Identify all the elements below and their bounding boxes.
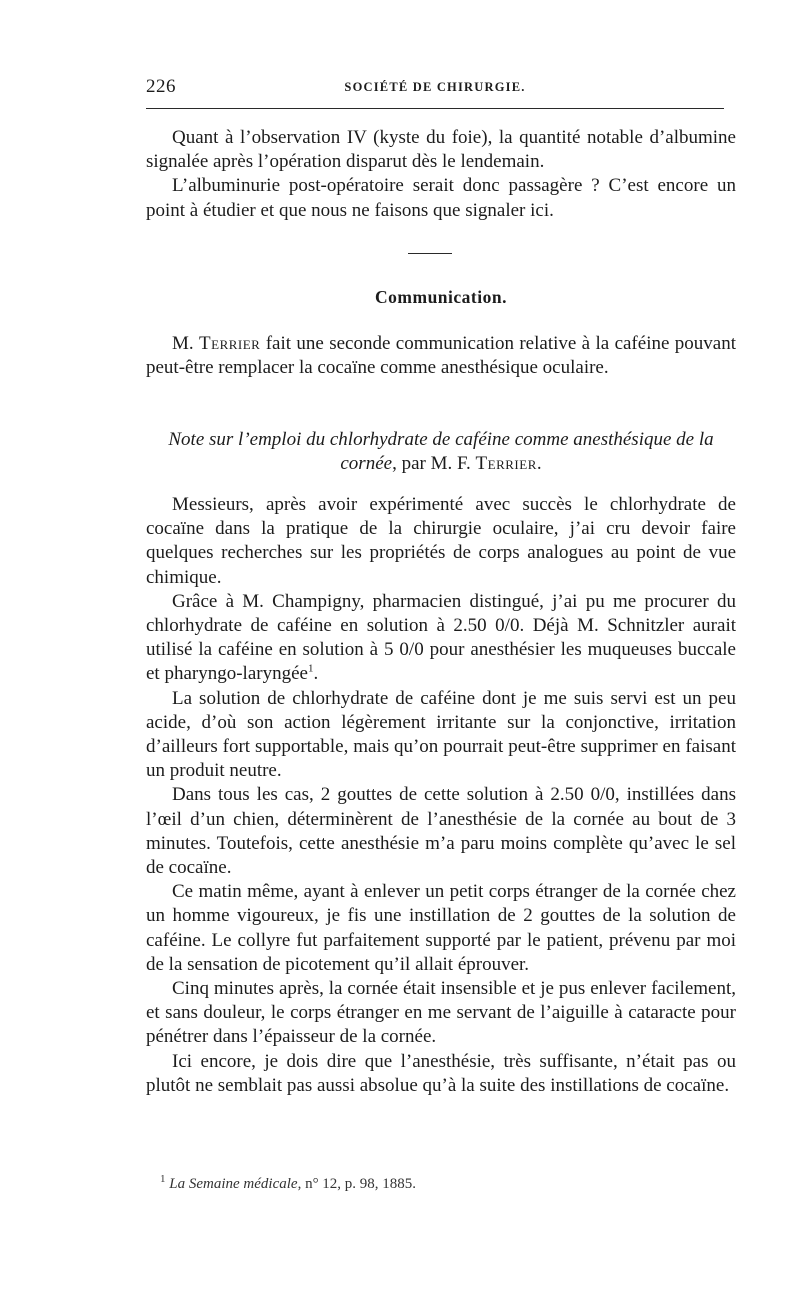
communication-text: fait une seconde communication relative à la caféine pouvant peut-être remplacer la cocaïne comme anesthésique oculaire. — [146, 333, 736, 379]
footnote-marker: 1 — [160, 1173, 166, 1185]
communication-paragraph — [146, 332, 736, 380]
note-body — [146, 493, 736, 1098]
footnote-journal: La Semaine médicale — [169, 1176, 298, 1192]
communication-block — [146, 332, 736, 380]
running-head: SOCIÉTÉ DE CHIRURGIE. — [344, 80, 526, 94]
note-title — [146, 428, 736, 476]
paragraph-6: Cinq minutes après, la cornée était insensible et je pus enlever facilement, et sans douleur, le corps étranger en me servant de l’aiguille à cataracte pour pénétrer dans l’épaisseur de la cornée. — [146, 978, 736, 1048]
paragraph-7: Ici encore, je dois dire que l’anesthésie, très suffisante, n’était pas ou plutôt ne semblait pas aussi absolue qu’à la suite des instillations de cocaïne. — [146, 1050, 736, 1096]
paragraph-2-end: . — [313, 663, 319, 685]
note-title-italic: Note sur l’emploi du chlorhydrate de caféine comme anesthésique de la cornée — [168, 429, 714, 475]
page-number: 226 — [146, 76, 176, 97]
intro-paragraph-2: L’albuminurie post-opératoire serait donc passagère ? C’est encore un point à étudier et que nous ne faisons que signaler ici. — [146, 175, 736, 221]
footnote-details: , n° 12, p. 98, 1885. — [297, 1176, 417, 1192]
intro-block — [146, 126, 736, 223]
header-rule — [146, 108, 724, 109]
footnote-reference[interactable]: 1 — [307, 663, 314, 676]
section-heading: Communication. — [375, 287, 507, 307]
speaker-prefix: M. — [172, 333, 200, 354]
intro-paragraph-1: Quant à l’observation IV (kyste du foie), la quantité notable d’albumine signalée après l’opération disparut dès le lendemain. — [146, 127, 736, 173]
paragraph-5: Ce matin même, ayant à enlever un petit corps étranger de la cornée chez un homme vigoureux, je fis une instillation de 2 gouttes de la solution de caféine. Le collyre fut parfaitement supporté par le patient, prévenu par moi de la sensation de picotement qu’il allait éprouver. — [146, 881, 736, 975]
note-title-by: , par M. F. — [392, 453, 476, 475]
section-divider — [408, 253, 452, 254]
paragraph-2-text: Grâce à M. Champigny, pharmacien distingué, j’ai pu me procurer du chlorhydrate de caféine en solution à 2.50 0/0. Déjà M. Schnitzler aurait utilisé la caféine en solution à 5 0/0 pour anesthésier les muqueuses buccale et pharyngo-laryngée — [146, 590, 736, 685]
paragraph-4: Dans tous les cas, 2 gouttes de cette solution à 2.50 0/0, instillées dans l’œil d’un chien, déterminèrent de l’anesthésie de la cornée au bout de 3 minutes. Toutefois, cette anesthésie m’a paru moins complète qu’avec le sel de cocaïne. — [146, 784, 736, 879]
speaker-name: Terrier — [199, 333, 261, 354]
page-header — [146, 76, 724, 102]
footnote — [160, 1173, 417, 1193]
paragraph-3: La solution de chlorhydrate de caféine dont je me suis servi est un peu acide, d’où son action légèrement irritante sur la conjonctive, irritation d’ailleurs fort supportable, mais qu’on pourrait peut-être supprimer en faisant un produit neutre. — [146, 687, 736, 782]
paragraph-1: Messieurs, après avoir expérimenté avec succès le chlorhydrate de cocaïne dans la pratique de la chirurgie oculaire, j’ai cru devoir faire quelques recherches sur les propriétés de corps analogues au point de vue chimique. — [146, 494, 736, 588]
paragraph-2 — [146, 590, 736, 687]
note-title-author: Terrier — [475, 453, 537, 475]
note-title-end: . — [536, 453, 542, 475]
